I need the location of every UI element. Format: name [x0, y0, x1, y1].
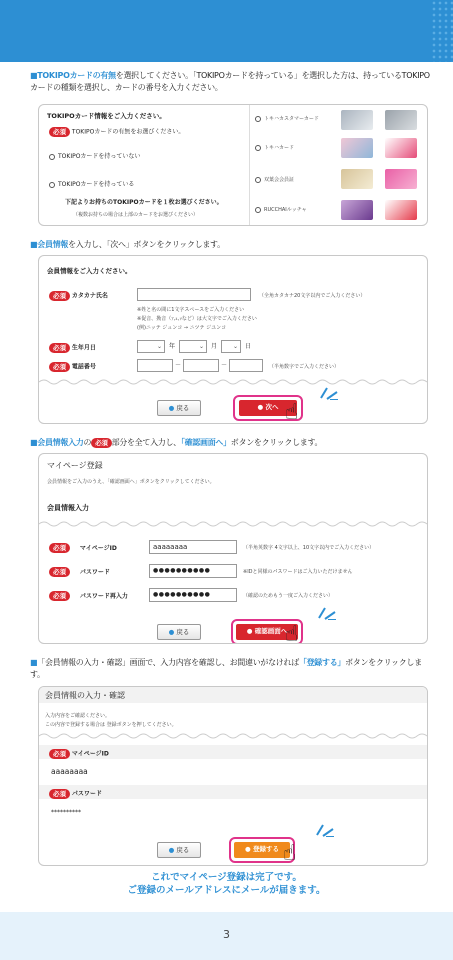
card-image: [341, 200, 373, 220]
torn-edge: [39, 520, 427, 528]
confirm-panel: [38, 686, 428, 866]
password-hint: ※IDと同様のパスワードはご入力いただけません: [243, 569, 353, 575]
step3-highlight2: 「確認画面へ」: [180, 438, 231, 447]
birth-year-select[interactable]: ⌄: [137, 340, 165, 353]
card-image: [385, 200, 417, 220]
back-arrow-icon: ●: [168, 846, 175, 854]
completion-line1: これでマイページ登録は完了です。: [151, 872, 302, 883]
radio-has-card[interactable]: [49, 181, 134, 189]
phone-input-3[interactable]: [229, 359, 263, 372]
torn-edge: [39, 732, 427, 740]
member-info-panel: [38, 255, 428, 424]
step4-instruction: [30, 657, 430, 681]
card-option-2[interactable]: [255, 144, 294, 152]
required-badge: 必須: [91, 438, 111, 448]
radio-no-card[interactable]: [49, 153, 140, 161]
back-arrow-icon: ●: [168, 404, 175, 412]
password-confirm-hint: （確認のためもう一度ご入力ください）: [243, 593, 334, 599]
tokipo-question: TOKIPOカードの有無をお選びください。: [71, 128, 185, 136]
radio-no-card-label: TOKIPOカードを持っていない: [58, 153, 141, 160]
required-badge: 必須: [49, 362, 70, 372]
password-input[interactable]: ●●●●●●●●●●: [149, 564, 237, 578]
back-button-label: 戻る: [176, 846, 190, 854]
radio-icon[interactable]: [49, 154, 55, 160]
radio-has-card-label: TOKIPOカードを持っている: [58, 181, 135, 188]
click-sparkle-icon: [315, 604, 337, 620]
step2-instruction: [30, 239, 430, 251]
card-option-1[interactable]: [255, 115, 319, 123]
kana-note1: ※姓と名の間に1文字スペースをご入力ください: [137, 307, 245, 313]
card-image: [341, 169, 373, 189]
card-image: [341, 110, 373, 130]
step1-text: を選択してください。「TOKIPOカードを持っている」を選択した方は、持っているTOKIPOカードの種類を選択し、カードの番号を入力ください。: [30, 71, 430, 92]
kana-name-input[interactable]: [137, 288, 251, 301]
register-arrow-icon: ●: [245, 845, 251, 853]
section-title: 会員情報入力: [47, 504, 89, 512]
required-badge: 必須: [49, 343, 70, 353]
confirm-password-value: **********: [51, 809, 81, 816]
password-confirm-input[interactable]: ●●●●●●●●●●: [149, 588, 237, 602]
mypage-title: マイページ登録: [47, 461, 103, 470]
step4-text: ボタンをクリックします。: [30, 658, 422, 679]
kana-name-label: カタカナ氏名: [71, 292, 108, 300]
mypage-id-input[interactable]: aaaaaaaa: [149, 540, 237, 554]
password-label: パスワード: [79, 568, 110, 576]
phone-input-2[interactable]: [183, 359, 219, 372]
card-option-label: トキハカスタマーカード: [264, 116, 319, 122]
phone-separator: －: [175, 362, 182, 369]
card-option-label: 双葉会会員証: [264, 177, 295, 183]
bullet-square: ■: [30, 658, 38, 667]
mypage-id-label: マイページID: [79, 544, 117, 552]
step1-highlight: TOKIPOカードの有無: [37, 71, 116, 80]
bullet-square: ■: [30, 240, 38, 249]
month-label: 月: [211, 343, 218, 350]
header-pattern: [431, 0, 453, 62]
completion-line2: ご登録のメールアドレスにメールが届きます。: [127, 885, 326, 896]
tokipo-panel-title: TOKIPOカード情報をご入力ください。: [47, 112, 166, 120]
mypage-id-hint: （半角英数字 4文字以上、10文字以内でご入力ください）: [243, 545, 375, 551]
member-info-title: 会員情報をご入力ください。: [47, 267, 132, 275]
pointer-hand-icon: ☝: [283, 841, 297, 866]
click-sparkle-icon: [317, 384, 339, 400]
radio-icon[interactable]: [255, 145, 261, 151]
bullet-square: ■: [30, 71, 38, 80]
required-badge: 必須: [49, 291, 70, 301]
step3-highlight: 会員情報入力: [37, 438, 84, 447]
required-badge: 必須: [49, 749, 70, 759]
phone-separator: －: [221, 362, 228, 369]
back-button-label: 戻る: [176, 628, 190, 636]
confirm-desc1: 入力内容をご確認ください。: [45, 713, 111, 719]
confirm-password-label: パスワード: [71, 790, 102, 798]
step3-text: 部分を全て入力し、: [111, 438, 181, 447]
birthdate-label: 生年月日: [71, 344, 96, 352]
step3-text: ボタンをクリックします。: [230, 438, 323, 447]
tokipo-card-panel: [38, 104, 428, 226]
tokipo-note1: 下記よりお持ちのTOKIPOカードを１枚お選びください。: [65, 199, 223, 206]
confirm-id-label: マイページID: [71, 750, 109, 758]
mypage-desc: 会員情報をご入力のうえ、「確認画面へ」ボタンをクリックしてください。: [47, 479, 215, 485]
card-image: [385, 169, 417, 189]
back-button[interactable]: [157, 400, 201, 416]
radio-icon[interactable]: [255, 207, 261, 213]
step3-text: の: [83, 438, 92, 447]
radio-icon[interactable]: [255, 177, 261, 183]
confirm-title: 会員情報の入力・確認: [45, 691, 125, 700]
back-button[interactable]: [157, 624, 201, 640]
torn-edge: [39, 378, 427, 386]
register-button-label: 登録する: [252, 845, 279, 853]
step1-instruction: [30, 70, 430, 94]
kana-name-hint: （全角カタカナ20文字以内でご入力ください）: [259, 293, 366, 299]
next-button-label: 次へ: [265, 403, 279, 411]
birth-month-select[interactable]: ⌄: [179, 340, 207, 353]
tokipo-note2: （複数お持ちの場合は上部のカードをお選びください）: [73, 212, 199, 218]
pointer-hand-icon: ☝: [285, 622, 299, 644]
confirm-button-label: 確認画面へ: [254, 627, 288, 635]
kana-note3: (例)ニッテ ジュンコ → ニツテ ジユンコ: [137, 325, 227, 331]
phone-hint: （半角数字でご入力ください）: [269, 364, 340, 370]
card-option-label: RUCCHAIルッチャ: [264, 207, 307, 213]
birth-day-select[interactable]: ⌄: [221, 340, 241, 353]
day-label: 日: [245, 343, 252, 350]
required-badge: 必須: [49, 591, 70, 601]
step4-text: 「会員情報の入力・確認」画面で、入力内容を確認し、お間違いがなければ: [37, 658, 299, 667]
confirm-desc2: この内容で登録する場合は 登録ボタンを押してください。: [45, 722, 177, 728]
card-image: [385, 110, 417, 130]
card-option-label: トキハカード: [264, 145, 295, 151]
step3-instruction: [30, 437, 430, 449]
phone-input-1[interactable]: [137, 359, 173, 372]
password-confirm-label: パスワード再入力: [79, 592, 128, 600]
required-badge: 必須: [49, 789, 70, 799]
phone-label: 電話番号: [71, 363, 96, 371]
back-button-label: 戻る: [176, 404, 190, 412]
card-image: [341, 138, 373, 158]
card-option-4[interactable]: [255, 206, 307, 214]
confirm-arrow-icon: ●: [246, 627, 253, 635]
mypage-register-panel: [38, 453, 428, 644]
step2-highlight: 会員情報: [37, 240, 69, 249]
register-button[interactable]: [234, 842, 290, 858]
step2-text: を入力し、「次へ」ボタンをクリックします。: [68, 240, 225, 249]
required-badge: 必須: [49, 127, 70, 137]
year-label: 年: [169, 343, 176, 350]
card-image: [385, 138, 417, 158]
radio-icon[interactable]: [255, 116, 261, 122]
card-option-3[interactable]: [255, 176, 294, 184]
step4-highlight: 「登録する」: [298, 658, 346, 667]
confirm-id-value: aaaaaaaa: [51, 767, 88, 776]
bullet-square: ■: [30, 438, 38, 447]
page-number: 3: [223, 928, 230, 941]
required-badge: 必須: [49, 567, 70, 577]
kana-note2: ※促音、拗音（ｧ,ｭ,ｯなど）は大文字でご入力ください: [137, 316, 257, 322]
back-button[interactable]: [157, 842, 201, 858]
next-arrow-icon: ●: [257, 403, 264, 411]
header-band: [0, 0, 453, 62]
radio-icon[interactable]: [49, 182, 55, 188]
pointer-hand-icon: ☝: [285, 400, 299, 424]
required-badge: 必須: [49, 543, 70, 553]
click-sparkle-icon: [313, 821, 335, 837]
back-arrow-icon: ●: [168, 628, 175, 636]
